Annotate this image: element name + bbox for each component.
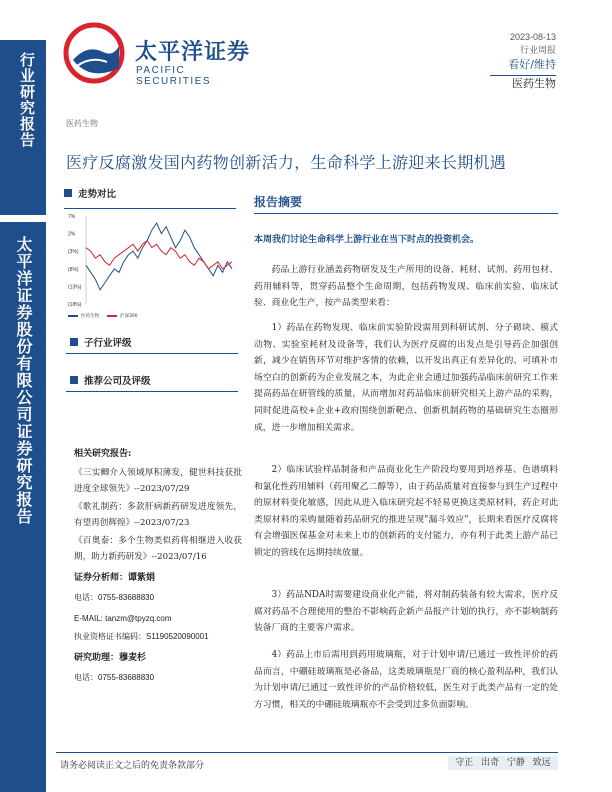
page-title: 医疗反腐激发国内药物创新活力，生命科学上游迎来长期机遇 xyxy=(66,153,507,172)
y-tick-label: (13%) xyxy=(68,284,82,291)
y-tick-label: (8%) xyxy=(68,266,79,273)
y-tick-label: (18%) xyxy=(68,302,82,308)
abstract-paragraph: 1）药品在药物发现、临床前实验阶段需用到科研试剂、分子砌块、模式动物、实验室耗材及设备等，我们认为医疗反腐的出发点是引导药企加强创新，减少在销售环节对维护客情的依赖，以开发出真正有差异化的、可填补市场空白的创新药为企业发展之本，为此企业会通过加强药品临床前研究工作来提高药品在研管线的质量，从而增加对药品临床前研究相关上游产品的采购，同时促进高校+企业+政府围绕创新靶点、创新机制药物的基础研究生态圈形成，进一步增加相关需求。 xyxy=(254,323,558,433)
company-section-head xyxy=(70,373,151,387)
trend-head-label: 走势对比 xyxy=(78,189,117,200)
abstract-title: 报告摘要 xyxy=(254,195,303,209)
related-report-item[interactable]: 《百奥泰：多个生物类似药将相继进入收获期，助力新药研发》--2023/07/16 xyxy=(74,536,242,562)
divider xyxy=(66,353,238,354)
sidebar-company-band xyxy=(0,222,46,792)
legend-swatch-icon xyxy=(68,315,78,317)
brand-name-en: PACIFIC SECURITIES xyxy=(136,65,212,87)
analyst-name: 证券分析师：谭紫娟 xyxy=(74,573,156,583)
abstract-paragraph: 3）药品NDA时需要建设商业化产能，将对制药装备有较大需求，医疗反腐对药品不合理使用的整治不影响药企新产品报产计划的执行，亦不影响制药装备厂商的主要客户需求。 xyxy=(254,590,558,634)
brand-name-cn: 太平洋证券 xyxy=(135,40,251,65)
legend-series-1: 医药生物 xyxy=(81,314,99,319)
report-meta xyxy=(510,31,556,57)
related-reports xyxy=(74,446,242,688)
sub-industry-head-label: 子行业评级 xyxy=(84,338,132,349)
trend-chart xyxy=(66,210,238,326)
industry-rating: 看好/维持 xyxy=(490,56,556,76)
square-bullet-icon xyxy=(70,338,78,346)
abstract-lead: 本周我们讨论生命科学上游行业在当下时点的投资机会。 xyxy=(254,235,480,245)
analyst-license: 执业资格证书编码：S1190520090001 xyxy=(74,632,209,641)
y-tick-label: 7% xyxy=(68,214,76,220)
report-type: 行业周报 xyxy=(519,45,556,55)
left-column xyxy=(64,186,242,209)
divider xyxy=(64,208,236,209)
assistant-name: 研究助理：穆麦杉 xyxy=(74,653,147,663)
footer-motto: 守正 出奇 宁静 致远 xyxy=(448,756,558,770)
analyst-email[interactable]: E-MAIL: tanzm@tpyzq.com xyxy=(74,614,172,623)
abstract-paragraph: 2）临床试验样品制备和产品商业化生产阶段均要用到培养基、色谱填料和氯化性药用辅料（药用聚乙二醇等），由于药品质量对直接参与到生产过程中的原材料变化敏感，因此从进入临床研究起不轻易更换这类原材料，药企对此类原材料的采购量随着药品研究的推进呈现"漏斗效应"，长期来看医疗反腐将有会增强医保基金对未来上市的创新药的支付能力，亦有利于此类上游产品已锁定的管线在远期持续放量。 xyxy=(254,465,558,558)
report-date: 2023-08-13 xyxy=(509,32,556,42)
sector-label: 医药生物 xyxy=(512,77,556,90)
analyst-phone: 电话：0755-83688830 xyxy=(74,593,155,602)
sidebar-company-text: 太平洋证券股份有限公司证券研究报告 xyxy=(14,236,33,525)
divider xyxy=(254,213,558,214)
legend-series-2: 沪深300 xyxy=(120,314,138,319)
footer-disclaimer: 请务必阅读正文之后的免责条款部分 xyxy=(60,761,205,771)
legend-swatch-icon xyxy=(107,315,117,317)
y-tick-label: (3%) xyxy=(68,249,79,256)
square-bullet-icon xyxy=(64,189,72,197)
series-line-2 xyxy=(86,241,232,269)
category-tag: 医药生物 xyxy=(66,119,98,128)
footer-divider xyxy=(56,752,558,753)
series-line-1 xyxy=(86,223,232,290)
pacific-logo-icon xyxy=(63,22,125,84)
brand-logo xyxy=(63,22,263,87)
square-bullet-icon xyxy=(70,376,78,384)
related-report-item[interactable]: 《三实鲫介入领域厚积薄发，健世科技获批进度全球领先》--2023/07/29 xyxy=(74,468,242,494)
sub-industry-section-head xyxy=(70,335,132,349)
assistant-phone: 电话：0755-83688830 xyxy=(74,673,155,682)
company-head-label: 推荐公司及评级 xyxy=(84,376,151,387)
y-tick-label: 2% xyxy=(68,231,76,238)
abstract-paragraph: 4）药品上市后需用到药用玻璃瓶，对于计划申请/已通过一致性评价的药品而言，中硼硅玻璃瓶是必备品，这类玻璃瓶是厂商的核心盈利品种，我们认为计划申请/已通过一致性评价的产品价格较低，医生对于此类产品有一定的处方习惯，相关的中硼硅玻璃瓶亦不会受到过多负面影响。 xyxy=(254,650,558,710)
related-report-item[interactable]: 《歌礼制药：多款肝病新药研发进度领先，有望再创辉煌》--2023/07/23 xyxy=(74,502,242,528)
abstract-paragraph: 药品上游行业涵盖药物研发及生产所用的设备、耗材、试剂、药用包材、药用辅料等，贯穿药品整个生命周期，包括药物发现、临床前实验、临床试验、商业化生产，按产品类型来看： xyxy=(254,265,558,309)
chart-legend xyxy=(68,313,138,319)
sidebar-report-type-text: 行业研究报告 xyxy=(18,52,36,148)
divider xyxy=(66,391,238,392)
trend-section-head xyxy=(64,186,242,200)
related-head: 相关研究报告: xyxy=(74,449,132,459)
sidebar-report-type-band xyxy=(0,40,46,215)
